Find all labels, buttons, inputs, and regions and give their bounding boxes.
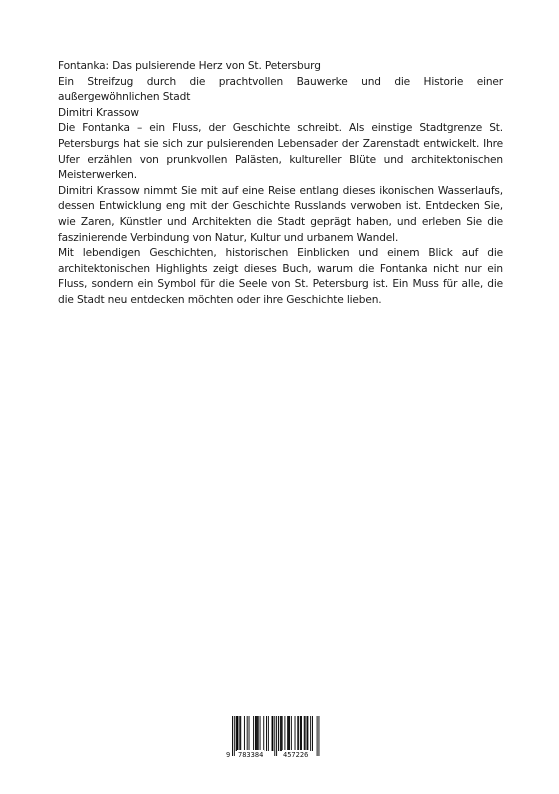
barcode-bar — [255, 716, 256, 751]
barcode-bar — [240, 716, 241, 751]
barcode-bar — [247, 716, 248, 751]
barcode-bar — [260, 716, 261, 751]
barcode-bar — [288, 716, 289, 751]
barcode-bar — [301, 716, 302, 751]
barcode-bar — [280, 716, 281, 751]
barcode-bar — [257, 716, 258, 751]
barcode-bar — [310, 716, 311, 751]
barcode-bar — [268, 716, 269, 751]
barcode-bar — [256, 716, 257, 751]
barcode-bar — [238, 716, 239, 751]
barcode-bar — [282, 716, 283, 751]
barcode-bar — [258, 716, 259, 751]
book-title: Fontanka: Das pulsierende Herz von St. Petersburg — [58, 60, 321, 72]
blurb-paragraph-3: Mit lebendigen Geschichten, historischen Einblicken und einem Blick auf die architektonischen Highlights zeigt dieses Buch, warum die Fontanka nicht nur ein Fluss, sondern ein Symbol für die Seele von St. Petersburg ist. Ein Muss für alle, die die Stadt neu entdecken möchten oder ihre Geschichte lieben. — [58, 247, 503, 306]
barcode-bar — [291, 716, 292, 751]
barcode-bar — [298, 716, 299, 751]
barcode-bar — [278, 716, 279, 751]
barcode-bar — [305, 716, 306, 751]
barcode-bar — [272, 716, 273, 751]
barcode-bar — [263, 716, 264, 751]
blurb-paragraph-1: Die Fontanka – ein Fluss, der Geschichte schreibt. Als einstige Stadtgrenze St. Petersburgs hat sie sich zur pulsierenden Lebensader der Zarenstadt entwickelt. Ihre Ufer erzählen von prunkvollen Palästen, kultureller Blüte und architektonischen Meisterwerken. — [58, 122, 503, 182]
back-cover-text — [58, 59, 503, 309]
barcode-bar — [244, 716, 245, 751]
blurb-paragraph-2: Dimitri Krassow nimmt Sie mit auf eine Reise entlang dieses ikonischen Wasserlaufs, dessen Entwicklung eng mit der Geschichte Russlands verwoben ist. Entdecken Sie, wie Zaren, Künstler und Architekten die Stadt geprägt haben, und erleben Sie die faszinierende Verbindung von Natur, Kultur und urbanem Wandel. — [58, 184, 503, 244]
barcode-bar — [289, 716, 290, 751]
barcode-first-digit: 9 — [226, 751, 231, 759]
barcode-bar — [236, 716, 237, 751]
book-subtitle: Ein Streifzug durch die prachtvollen Bauwerke und die Historie einer außergewöhnlichen Stadt — [58, 75, 503, 104]
barcode-bar — [272, 716, 273, 751]
barcode-bar — [307, 716, 308, 751]
barcode-bar — [307, 716, 308, 751]
barcode-left-group: 783384 — [238, 751, 264, 759]
barcode-bar — [239, 716, 240, 751]
barcode-bar — [287, 716, 288, 751]
barcode-bar — [284, 716, 285, 751]
barcode-bar — [304, 716, 305, 751]
barcode-bar — [249, 716, 250, 751]
barcode-bar — [266, 716, 267, 751]
barcode-digits — [226, 750, 324, 760]
barcode-bar — [295, 716, 296, 751]
barcode-bar — [300, 716, 301, 751]
isbn-barcode — [226, 716, 324, 762]
barcode-bar — [281, 716, 282, 751]
barcode-bar — [253, 716, 254, 751]
barcode-right-group: 457226 — [283, 751, 309, 759]
barcode-bar — [312, 716, 313, 751]
author-name: Dimitri Krassow — [58, 106, 139, 119]
barcode-bar — [297, 716, 298, 751]
barcode-bar — [237, 716, 238, 751]
